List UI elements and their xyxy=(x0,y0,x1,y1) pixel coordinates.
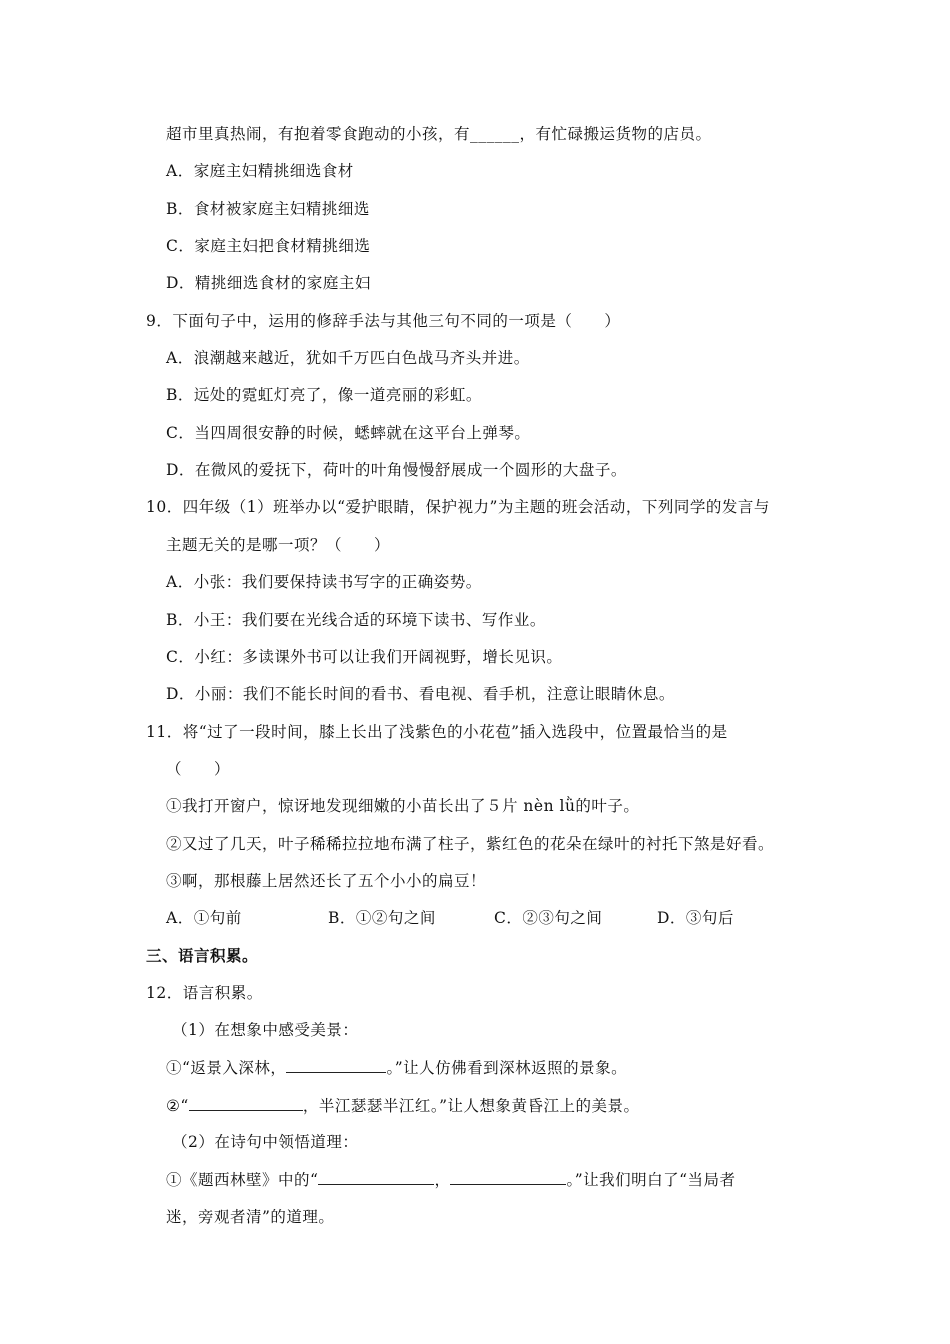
q8-option-c: C．家庭主妇把食材精挑细选 xyxy=(166,237,371,255)
q8-blank: ______ xyxy=(470,125,520,143)
q11-option-d: D．③句后 xyxy=(657,909,734,927)
q11-stem-line1: 11．将“过了一段时间，膝上长出了浅紫色的小花苞”插入选段中，位置最恰当的是 xyxy=(146,723,728,741)
q12-line3-before: ①《题西林壁》中的“ xyxy=(166,1171,319,1189)
q11-option-c: C．②③句之间 xyxy=(494,909,603,927)
q11-option-a: A．①句前 xyxy=(166,909,242,927)
q12-line2 xyxy=(166,1095,640,1116)
q9-option-a: A．浪潮越来越近，犹如千万匹白色战马齐头并进。 xyxy=(166,349,530,367)
q10-option-d: D．小丽：我们不能长时间的看书、看电视、看手机，注意让眼睛休息。 xyxy=(166,685,675,703)
q10-stem-line1: 10．四年级（1）班举办以“爱护眼睛，保护视力”为主题的班会活动，下列同学的发言与 xyxy=(146,498,770,516)
q9-option-b: B．远处的霓虹灯亮了，像一道亮丽的彩虹。 xyxy=(166,386,482,404)
q12-stem: 12．语言积累。 xyxy=(146,984,263,1002)
q11-para-2: ②又过了几天，叶子稀稀拉拉地布满了柱子，紫红色的花朵在绿叶的衬托下煞是好看。 xyxy=(166,835,775,853)
q8-option-d: D．精挑细选食材的家庭主妇 xyxy=(166,274,371,292)
q12-line1-after: 。”让人仿佛看到深林返照的景象。 xyxy=(386,1059,628,1077)
q12-sub1: （1）在想象中感受美景： xyxy=(172,1021,359,1039)
q12-line1-before: ①“返景入深林， xyxy=(166,1059,287,1077)
q12-line2-before: ②“ xyxy=(166,1097,189,1115)
q11-option-b: B．①②句之间 xyxy=(328,909,436,927)
q12-line1 xyxy=(166,1057,627,1078)
q10-option-a: A．小张：我们要保持读书写字的正确姿势。 xyxy=(166,573,482,591)
q11-para-3: ③啊，那根藤上居然还长了五个小小的扁豆！ xyxy=(166,872,487,890)
q9-option-c: C．当四周很安静的时候，蟋蟀就在这平台上弹琴。 xyxy=(166,424,531,442)
q8-stem-after: ，有忙碌搬运货物的店员。 xyxy=(519,125,712,143)
q8-option-a: A．家庭主妇精挑细选食材 xyxy=(166,162,354,180)
q12-line3-after: 。”让我们明白了“当局者 xyxy=(566,1171,736,1189)
q12-line4: 迷，旁观者清”的道理。 xyxy=(166,1208,335,1226)
q11-stem-line2: （ ） xyxy=(166,760,231,778)
q9-stem: 9．下面句子中，运用的修辞手法与其他三句不同的一项是（ ） xyxy=(146,312,621,330)
q12-line2-after: ，半江瑟瑟半江红。”让人想象黄昏江上的美景。 xyxy=(302,1097,640,1115)
q10-option-b: B．小王：我们要在光线合适的环境下读书、写作业。 xyxy=(166,611,546,629)
q9-option-d: D．在微风的爱抚下，荷叶的叶角慢慢舒展成一个圆形的大盘子。 xyxy=(166,461,627,479)
q8-stem xyxy=(166,124,712,144)
q12-sub2: （2）在诗句中领悟道理： xyxy=(172,1133,359,1151)
q12-blank-2[interactable] xyxy=(189,1095,303,1111)
q8-option-b: B．食材被家庭主妇精挑细选 xyxy=(166,200,370,218)
q10-option-c: C．小红：多读课外书可以让我们开阔视野，增长见识。 xyxy=(166,648,563,666)
q12-line3 xyxy=(166,1169,736,1190)
q10-stem-line2: 主题无关的是哪一项？（ ） xyxy=(166,536,391,554)
q12-blank-3[interactable] xyxy=(318,1169,434,1185)
q11-para-1: ①我打开窗户，惊讶地发现细嫩的小苗长出了５片 nèn lǜ的叶子。 xyxy=(166,797,640,815)
q12-line3-mid: ， xyxy=(434,1171,451,1189)
q8-stem-before: 超市里真热闹，有抱着零食跑动的小孩，有 xyxy=(166,125,471,143)
q12-blank-1[interactable] xyxy=(286,1057,386,1073)
q11-options-row xyxy=(166,908,786,928)
section-3-title: 三、语言积累。 xyxy=(146,946,259,965)
q12-blank-4[interactable] xyxy=(450,1169,566,1185)
